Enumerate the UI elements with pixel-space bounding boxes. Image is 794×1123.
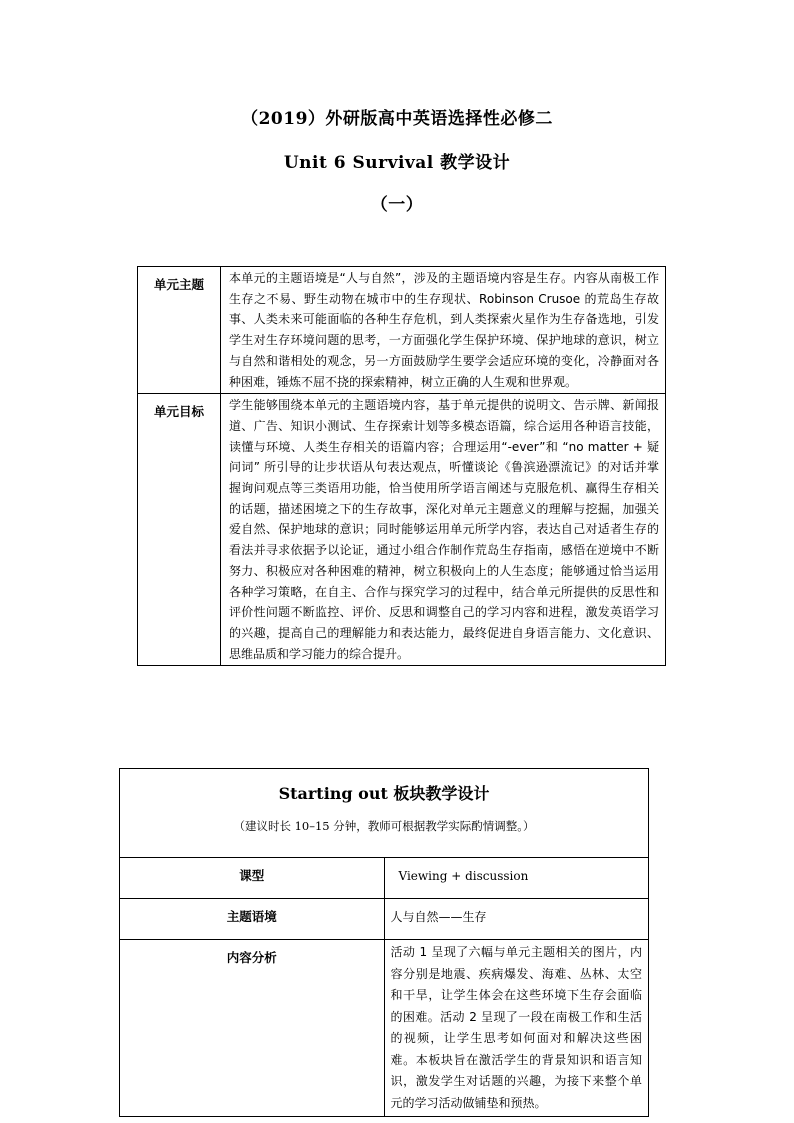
analysis-value: 活动 1 呈现了六幅与单元主题相关的图片，内容分别是地震、疾病爆发、海难、丛林、太空和干旱，让学生体会在这些环境下生存会面临的困难。活动 2 呈现了一段在南极工作和生活的视频，让学生思考如何面对和解决这些困难。本板块旨在激活学生的背景知识和语言知识，激发学生对话题的兴趣，为接下来整个单元的学习活动做铺垫和预热。 xyxy=(384,940,649,1117)
document-subtitle: Unit 6 Survival 教学设计 xyxy=(283,153,511,173)
document-part-number: （一） xyxy=(370,195,424,215)
context-label: 主题语境 xyxy=(120,899,385,940)
starting-out-header xyxy=(120,769,649,858)
unit-overview-table xyxy=(137,266,666,666)
unit-theme-content: 本单元的主题语境是“人与自然”，涉及的主题语境内容是生存。内容从南极工作生存之不易、野生动物在城市中的生存现状、Robinson Crusoe 的荒岛生存故事、人类未来可能面临的各种生存危机，到人类探索火星作为生存备选地，引发学生对生存环境问题的思考，一方面强化学生保护环境、保护地球的意识，树立与自然和谐相处的观念，另一方面鼓励学生要学会适应环境的变化，冷静面对各种困难，锤炼不屈不挠的探索精神，树立正确的人生观和世界观。 xyxy=(221,267,666,394)
table-row-analysis xyxy=(120,940,649,1117)
unit-goal-content: 学生能够围绕本单元的主题语境内容，基于单元提供的说明文、告示牌、新闻报道、广告、知识小测试、生存探索计划等多模态语篇，综合运用各种语言技能，读懂与环境、人类生存相关的语篇内容；合理运用“-ever”和 “no matter + 疑问词” 所引导的让步状语从句表达观点，听懂谈论《鲁滨逊漂流记》的对话并掌握询问观点等三类语用功能，恰当使用所学语言阐述与克服危机、赢得生存相关的话题，描述困境之下的生存故事，深化对单元主题意义的理解与挖掘，加强关爱自然、保护地球的意识；同时能够运用单元所学内容，表达自己对适者生存的看法并寻求依据予以论证，通过小组合作制作荒岛生存指南，感悟在逆境中不断努力、积极应对各种困难的精神，树立积极向上的人生态度；能够通过恰当运用各种学习策略，在自主、合作与探究学习的过程中，结合单元所提供的反思性和评价性问题不断监控、评价、反思和调整自己的学习内容和进程，激发英语学习的兴趣，提高自己的理解能力和表达能力，最终促进自身语言能力、文化意识、思维品质和学习能力的综合提升。 xyxy=(221,394,666,666)
unit-goal-label: 单元目标 xyxy=(138,394,221,666)
table-row-lesson-type xyxy=(120,858,649,899)
section-duration-note: （建议时长 10–15 分钟，教师可根据教学实际酌情调整。） xyxy=(233,819,535,833)
table-row-unit-goal xyxy=(138,394,666,666)
table-row-header xyxy=(120,769,649,858)
lesson-type-label: 课型 xyxy=(120,858,385,899)
analysis-label: 内容分析 xyxy=(120,940,385,1117)
section-title: Starting out 板块教学设计 xyxy=(278,784,490,803)
document-title: （2019）外研版高中英语选择性必修二 xyxy=(241,109,553,129)
starting-out-table xyxy=(119,768,649,1117)
unit-theme-label: 单元主题 xyxy=(138,267,221,394)
table-row-unit-theme xyxy=(138,267,666,394)
lesson-type-value: Viewing + discussion xyxy=(384,858,649,899)
context-value: 人与自然——生存 xyxy=(384,899,649,940)
table-row-context xyxy=(120,899,649,940)
